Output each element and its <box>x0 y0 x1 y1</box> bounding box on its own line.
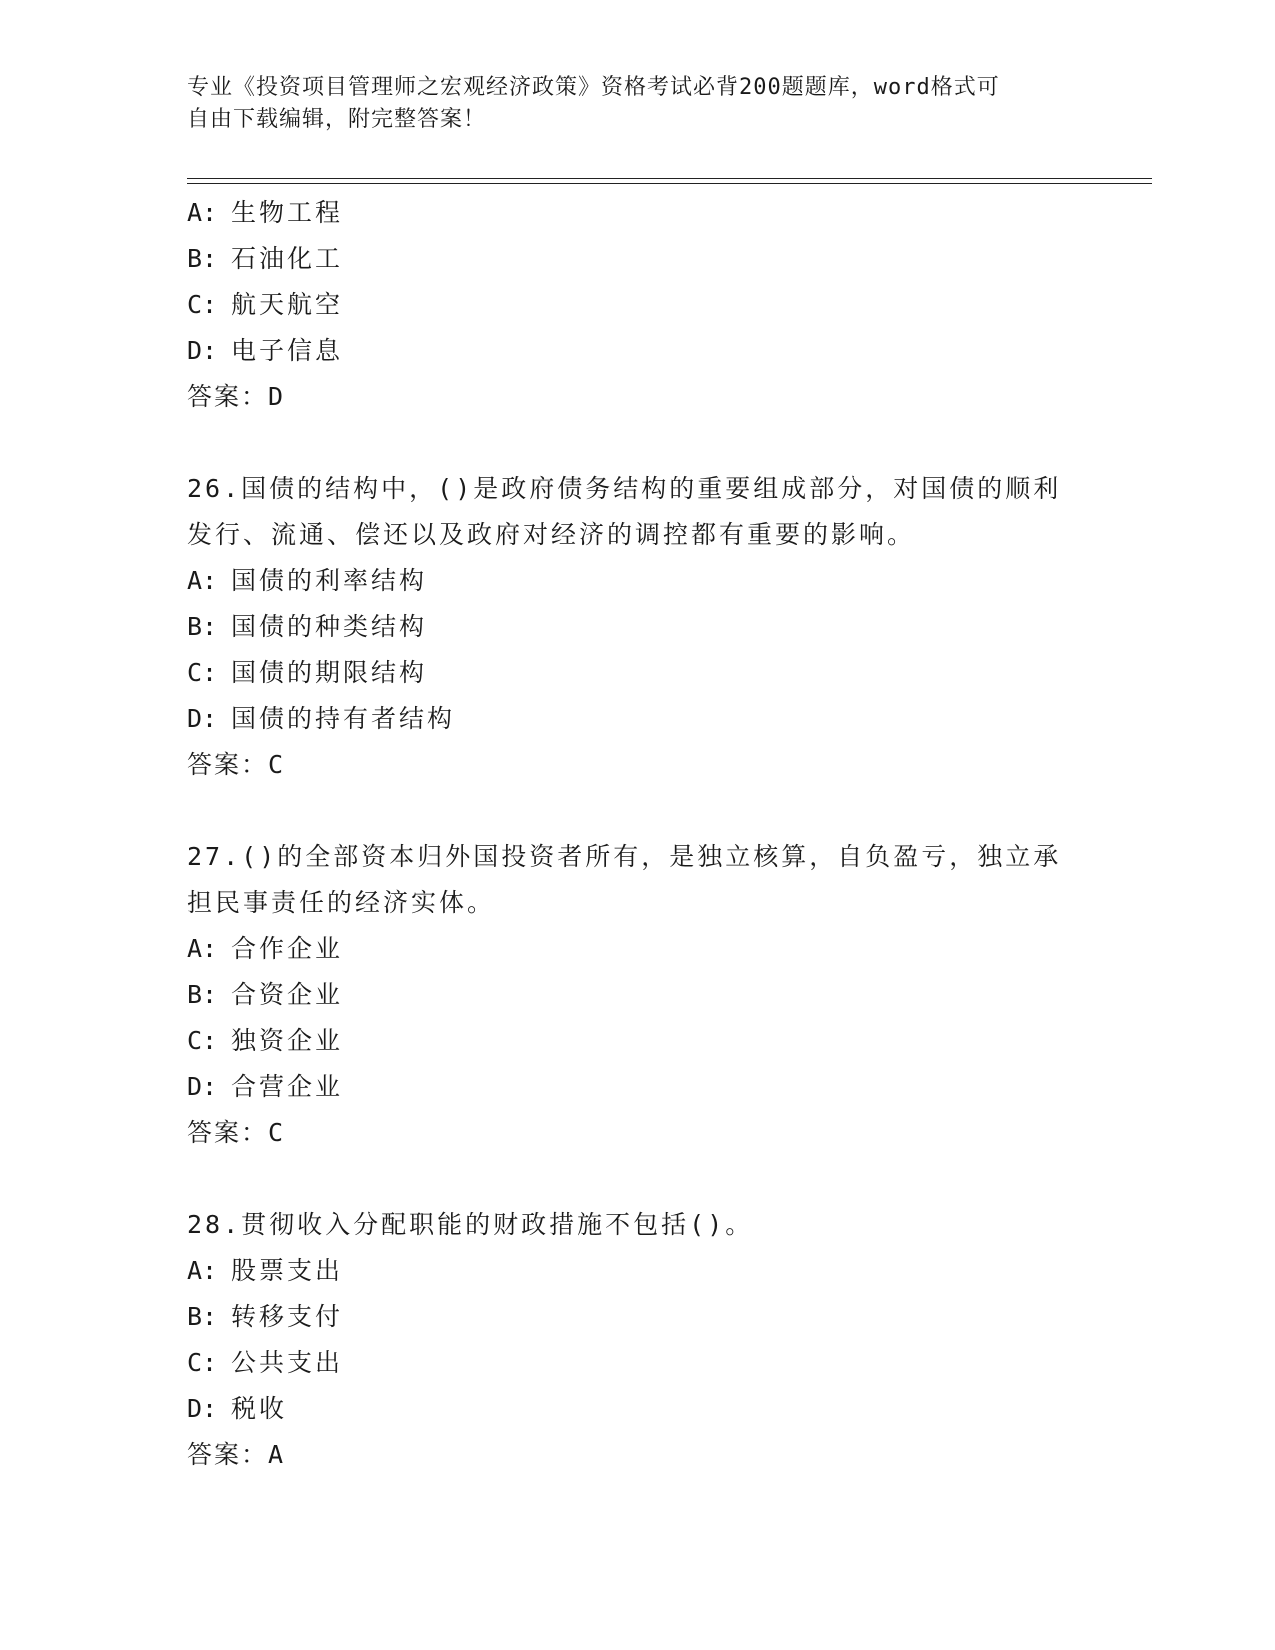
option-c <box>187 1340 1087 1386</box>
option-c <box>187 1018 1087 1064</box>
option-c <box>187 650 1087 696</box>
answer-line <box>187 374 1087 420</box>
header-line-1: 专业《投资项目管理师之宏观经济政策》资格考试必背200题题库，word格式可 <box>187 75 1000 100</box>
option-letter: D: <box>187 336 218 365</box>
option-letter: B: <box>187 612 218 641</box>
option-b <box>187 604 1087 650</box>
option-letter: C: <box>187 658 218 687</box>
option-text: 合资企业 <box>231 980 344 1009</box>
option-d <box>187 328 1087 374</box>
answer-line <box>187 1110 1087 1156</box>
question-text-line-1: 28.贯彻收入分配职能的财政措施不包括()。 <box>187 1210 754 1239</box>
option-a <box>187 558 1087 604</box>
option-a <box>187 1248 1087 1294</box>
option-letter: D: <box>187 704 218 733</box>
option-text: 国债的种类结构 <box>231 612 428 641</box>
question-26 <box>187 466 1087 788</box>
option-letter: A: <box>187 1256 218 1285</box>
option-d <box>187 1064 1087 1110</box>
option-letter: A: <box>187 934 218 963</box>
option-a <box>187 190 1087 236</box>
question-27 <box>187 834 1087 1156</box>
option-text: 国债的利率结构 <box>231 566 428 595</box>
answer-line <box>187 1432 1087 1478</box>
question-text-line-1: 27.()的全部资本归外国投资者所有，是独立核算，自负盈亏，独立承 <box>187 842 1062 871</box>
option-d <box>187 696 1087 742</box>
header-divider-bottom <box>187 183 1152 184</box>
option-text: 税收 <box>231 1394 288 1423</box>
option-letter: B: <box>187 980 218 1009</box>
answer-label: 答案： <box>187 1440 269 1469</box>
header-divider-top <box>187 178 1152 179</box>
option-text: 合营企业 <box>231 1072 344 1101</box>
option-letter: C: <box>187 1348 218 1377</box>
option-text: 合作企业 <box>231 934 344 963</box>
answer-line <box>187 742 1087 788</box>
option-text: 国债的持有者结构 <box>231 704 456 733</box>
option-text: 国债的期限结构 <box>231 658 428 687</box>
answer-value: C <box>268 750 285 779</box>
question-text-line-1: 26.国债的结构中，()是政府债务结构的重要组成部分，对国债的顺利 <box>187 474 1062 503</box>
option-c <box>187 282 1087 328</box>
option-text: 独资企业 <box>231 1026 344 1055</box>
answer-label: 答案： <box>187 382 269 411</box>
question-list <box>187 190 1087 1478</box>
option-text: 股票支出 <box>231 1256 344 1285</box>
question-text <box>187 466 1087 558</box>
question-25 <box>187 190 1087 420</box>
option-text: 生物工程 <box>231 198 344 227</box>
document-header <box>187 72 1087 136</box>
option-letter: C: <box>187 1026 218 1055</box>
option-d <box>187 1386 1087 1432</box>
option-text: 航天航空 <box>231 290 344 319</box>
option-b <box>187 972 1087 1018</box>
option-text: 转移支付 <box>231 1302 344 1331</box>
option-letter: A: <box>187 198 218 227</box>
header-line-2: 自由下载编辑，附完整答案！ <box>187 107 487 132</box>
answer-value: D <box>268 382 285 411</box>
option-letter: D: <box>187 1072 218 1101</box>
question-text <box>187 834 1087 926</box>
option-b <box>187 1294 1087 1340</box>
answer-label: 答案： <box>187 1118 269 1147</box>
answer-label: 答案： <box>187 750 269 779</box>
option-b <box>187 236 1087 282</box>
option-letter: D: <box>187 1394 218 1423</box>
option-letter: B: <box>187 1302 218 1331</box>
question-text-line-2: 发行、流通、偿还以及政府对经济的调控都有重要的影响。 <box>187 520 916 549</box>
option-letter: C: <box>187 290 218 319</box>
option-letter: B: <box>187 244 218 273</box>
option-letter: A: <box>187 566 218 595</box>
question-text <box>187 1202 1087 1248</box>
option-text: 公共支出 <box>231 1348 344 1377</box>
option-text: 电子信息 <box>231 336 344 365</box>
option-a <box>187 926 1087 972</box>
answer-value: A <box>268 1440 285 1469</box>
question-28 <box>187 1202 1087 1478</box>
option-text: 石油化工 <box>231 244 344 273</box>
answer-value: C <box>268 1118 285 1147</box>
question-text-line-2: 担民事责任的经济实体。 <box>187 888 496 917</box>
